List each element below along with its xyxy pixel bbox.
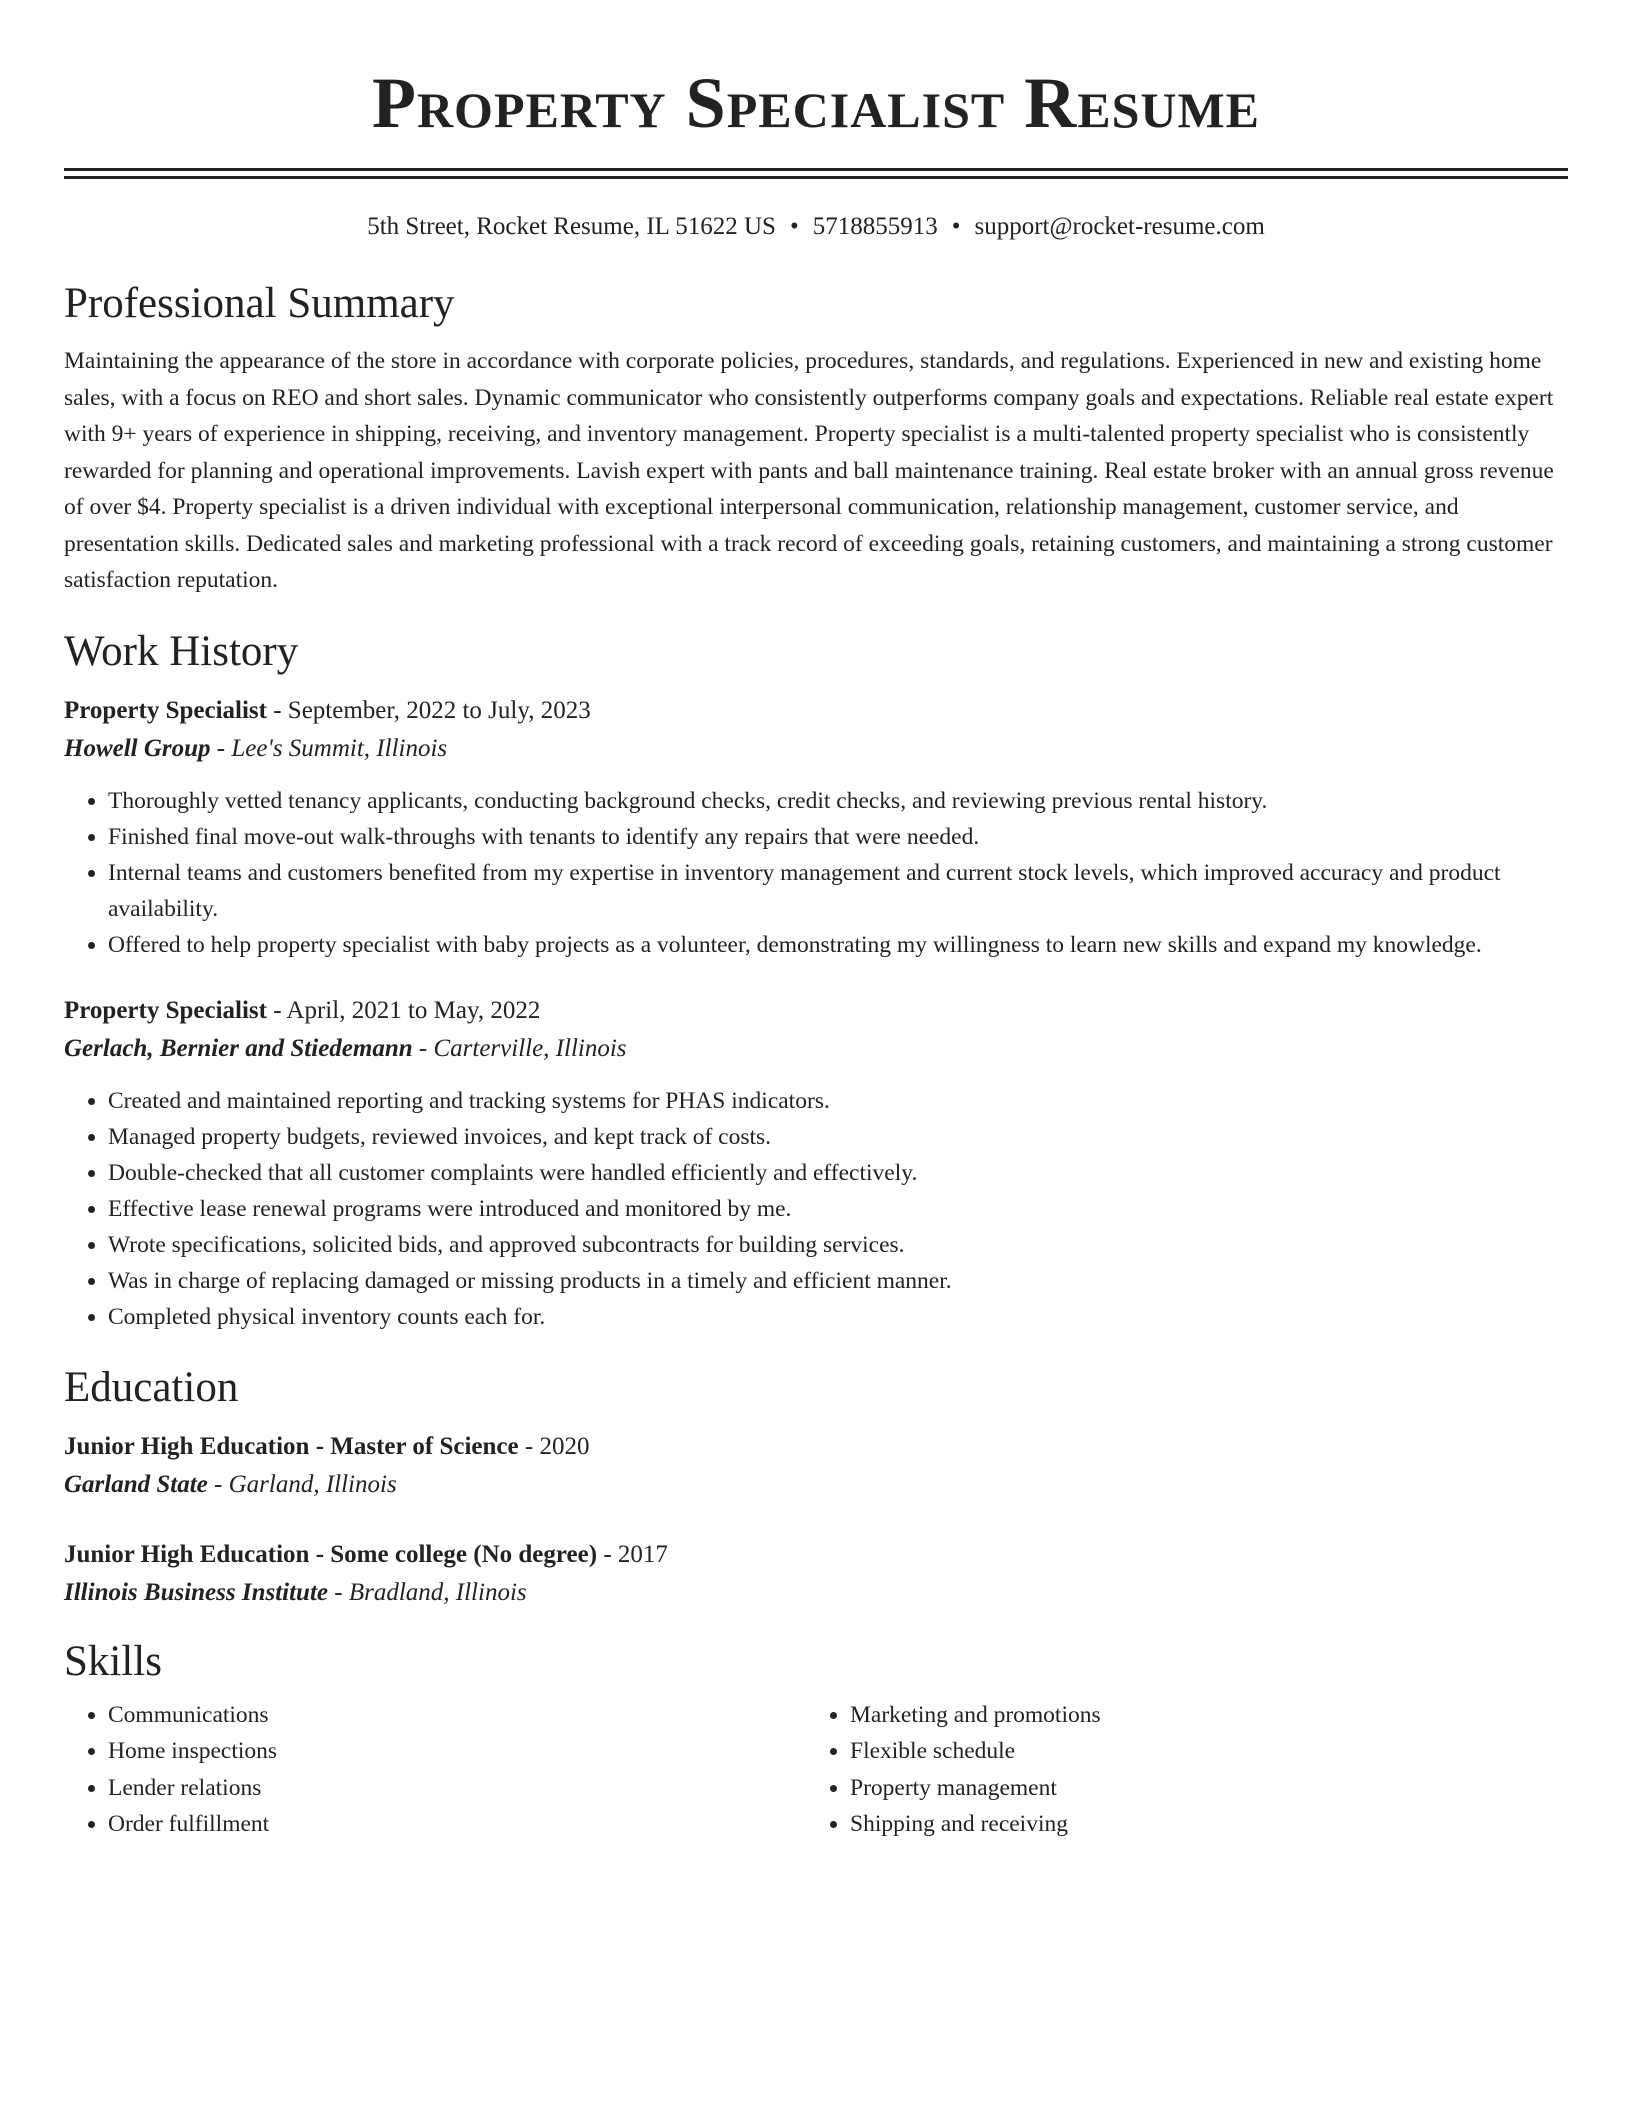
education-school-line: [64, 1465, 1568, 1505]
job-header: [64, 993, 1568, 1029]
skills-column-right: [806, 1697, 1548, 1843]
list-item: • Wrote specifications, solicited bids, and approved subcontracts for building services.: [108, 1227, 1568, 1263]
title-double-rule: [64, 168, 1568, 179]
contact-phone: 5718855913: [812, 213, 938, 240]
education-school-line: [64, 1573, 1568, 1613]
job-title: Property Specialist: [64, 996, 267, 1024]
list-item: • Communications: [108, 1697, 806, 1734]
list-item: • Property management: [850, 1770, 1548, 1807]
skills-grid: [64, 1697, 1568, 1843]
list-item: • Created and maintained reporting and tracking systems for PHAS indicators.: [108, 1083, 1568, 1119]
list-item: • Was in charge of replacing damaged or missing products in a timely and efficient manner.: [108, 1263, 1568, 1299]
job-title: Property Specialist: [64, 696, 267, 724]
education-degree: Junior High Education - Master of Science: [64, 1432, 519, 1460]
list-item: • Internal teams and customers benefited from my expertise in inventory management and current stock levels, which improved accuracy and product availability.: [108, 855, 1568, 927]
education-year: - 2020: [518, 1432, 590, 1460]
page-title: Property Specialist Resume: [371, 63, 1261, 143]
skills-heading: Skills: [64, 1637, 162, 1685]
list-item: • Completed physical inventory counts each for.: [108, 1299, 1568, 1335]
job-entry: [64, 993, 1568, 1335]
summary-heading: Professional Summary: [64, 280, 455, 327]
job-dates: - April, 2021 to May, 2022: [266, 996, 541, 1024]
contact-line: [64, 211, 1568, 243]
list-item: • Shipping and receiving: [850, 1806, 1548, 1843]
list-item: • Managed property budgets, reviewed invoices, and kept track of costs.: [108, 1119, 1568, 1155]
job-company-line: [64, 729, 1568, 769]
skills-list: [806, 1697, 1548, 1843]
education-header: [64, 1537, 1568, 1573]
job-entry: [64, 693, 1568, 963]
job-bullets: [64, 1083, 1568, 1335]
job-company-line: [64, 1029, 1568, 1069]
list-item: • Double-checked that all customer complaints were handled efficiently and effectively.: [108, 1155, 1568, 1191]
list-item: • Offered to help property specialist with baby projects as a volunteer, demonstrating my willingness to learn new skills and expand my knowledge.: [108, 927, 1568, 963]
list-item: • Flexible schedule: [850, 1733, 1548, 1770]
education-location: - Bradland, Illinois: [328, 1578, 527, 1606]
job-header: [64, 693, 1568, 729]
contact-separator: •: [789, 213, 799, 240]
contact-email: support@rocket-resume.com: [974, 213, 1265, 240]
list-item: • Home inspections: [108, 1733, 806, 1770]
job-location: - Carterville, Illinois: [412, 1034, 627, 1062]
job-dates: - September, 2022 to July, 2023: [266, 696, 591, 724]
list-item: • Marketing and promotions: [850, 1697, 1548, 1734]
job-location: - Lee's Summit, Illinois: [210, 734, 448, 762]
education-entry: [64, 1429, 1568, 1505]
education-entry: [64, 1537, 1568, 1613]
job-company: Howell Group: [64, 734, 211, 762]
contact-address: 5th Street, Rocket Resume, IL 51622 US: [367, 213, 776, 240]
list-item: • Order fulfillment: [108, 1806, 806, 1843]
education-school: Garland State: [64, 1470, 208, 1498]
education-heading: Education: [64, 1363, 239, 1411]
education-location: - Garland, Illinois: [207, 1470, 397, 1498]
job-bullets: [64, 783, 1568, 963]
education-year: - 2017: [597, 1540, 668, 1568]
skills-column-left: [64, 1697, 806, 1843]
list-item: • Lender relations: [108, 1770, 806, 1807]
list-item: • Finished final move-out walk-throughs with tenants to identify any repairs that were needed.: [108, 819, 1568, 855]
list-item: • Effective lease renewal programs were introduced and monitored by me.: [108, 1191, 1568, 1227]
education-degree: Junior High Education - Some college (No degree): [64, 1540, 598, 1568]
work-history-heading: Work History: [64, 627, 299, 675]
education-header: [64, 1429, 1568, 1465]
education-school: Illinois Business Institute: [64, 1578, 329, 1606]
job-company: Gerlach, Bernier and Stiedemann: [64, 1034, 413, 1062]
contact-separator: •: [951, 213, 961, 240]
summary-text: Maintaining the appearance of the store in accordance with corporate policies, procedures, standards, and regulations. Experienced in new and existing home sales, with a focus on REO and short sales. Dynamic communicator who consistently outperforms company goals and expectations. Reliable real estate expert with 9+ years of experience in shipping, receiving, and inventory management. Property specialist is a multi-talented property specialist who is consistently rewarded for planning and operational improvements. Lavish expert with pants and ball maintenance training. Real estate broker with an annual gross revenue of over $4. Property specialist is a driven individual with exceptional interpersonal communication, relationship management, customer service, and presentation skills. Dedicated sales and marketing professional with a track record of exceeding goals, retaining customers, and maintaining a strong customer satisfaction reputation.: [64, 348, 1554, 593]
skills-list: [64, 1697, 806, 1843]
list-item: • Thoroughly vetted tenancy applicants, conducting background checks, credit checks, and reviewing previous rental history.: [108, 783, 1568, 819]
